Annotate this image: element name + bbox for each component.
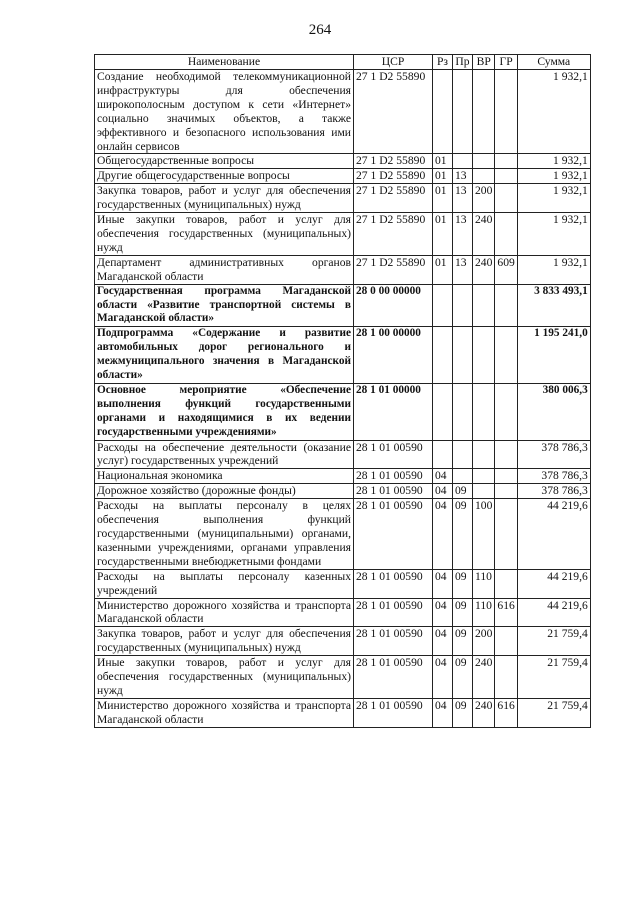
table-row bbox=[95, 656, 591, 699]
cell-csr: 28 1 01 00590 bbox=[354, 656, 433, 699]
cell-rz bbox=[433, 70, 453, 154]
cell-csr: 28 0 00 00000 bbox=[354, 284, 433, 327]
cell-vr bbox=[473, 154, 495, 169]
cell-csr: 28 1 01 00590 bbox=[354, 484, 433, 499]
cell-rz: 04 bbox=[433, 627, 453, 656]
cell-sum: 1 932,1 bbox=[517, 255, 590, 284]
cell-rz: 04 bbox=[433, 469, 453, 484]
cell-sum: 378 786,3 bbox=[517, 484, 590, 499]
cell-gr bbox=[495, 213, 517, 256]
cell-rz bbox=[433, 383, 453, 440]
cell-vr bbox=[473, 327, 495, 384]
col-header-pr: Пр bbox=[453, 55, 473, 70]
cell-pr: 09 bbox=[453, 598, 473, 627]
cell-rz bbox=[433, 440, 453, 469]
cell-csr: 28 1 01 00590 bbox=[354, 569, 433, 598]
cell-name: Другие общегосударственные вопросы bbox=[95, 169, 354, 184]
cell-vr bbox=[473, 440, 495, 469]
budget-table bbox=[94, 54, 591, 728]
table-row bbox=[95, 627, 591, 656]
cell-gr: 616 bbox=[495, 698, 517, 727]
cell-vr: 110 bbox=[473, 598, 495, 627]
table-row bbox=[95, 698, 591, 727]
cell-csr: 27 1 D2 55890 bbox=[354, 154, 433, 169]
table-row bbox=[95, 284, 591, 327]
cell-sum: 1 932,1 bbox=[517, 154, 590, 169]
cell-gr bbox=[495, 184, 517, 213]
cell-name: Расходы на выплаты персоналу в целях обеспечения выполнения функций государственными (муниципальными) органами, казенными учреждениями, органами управления государственными внебюджетными фондами bbox=[95, 499, 354, 570]
table-row bbox=[95, 327, 591, 384]
cell-rz: 04 bbox=[433, 698, 453, 727]
cell-name: Общегосударственные вопросы bbox=[95, 154, 354, 169]
cell-gr bbox=[495, 154, 517, 169]
cell-name: Министерство дорожного хозяйства и транспорта Магаданской области bbox=[95, 698, 354, 727]
cell-gr bbox=[495, 656, 517, 699]
cell-name: Расходы на выплаты персоналу казенных учреждений bbox=[95, 569, 354, 598]
cell-csr: 27 1 D2 55890 bbox=[354, 70, 433, 154]
cell-gr bbox=[495, 284, 517, 327]
cell-rz: 01 bbox=[433, 255, 453, 284]
cell-name: Дорожное хозяйство (дорожные фонды) bbox=[95, 484, 354, 499]
cell-sum: 1 932,1 bbox=[517, 70, 590, 154]
cell-pr: 09 bbox=[453, 499, 473, 570]
cell-pr bbox=[453, 284, 473, 327]
cell-pr bbox=[453, 154, 473, 169]
col-header-vr: ВР bbox=[473, 55, 495, 70]
col-header-sum: Сумма bbox=[517, 55, 590, 70]
table-row bbox=[95, 499, 591, 570]
cell-name: Государственная программа Магаданской области «Развитие транспортной системы в Магаданской области» bbox=[95, 284, 354, 327]
cell-vr: 100 bbox=[473, 499, 495, 570]
table-row bbox=[95, 440, 591, 469]
cell-vr bbox=[473, 469, 495, 484]
col-header-csr: ЦСР bbox=[354, 55, 433, 70]
cell-rz: 01 bbox=[433, 154, 453, 169]
cell-sum: 1 932,1 bbox=[517, 184, 590, 213]
table-row bbox=[95, 255, 591, 284]
cell-csr: 27 1 D2 55890 bbox=[354, 213, 433, 256]
cell-pr: 09 bbox=[453, 656, 473, 699]
cell-pr: 13 bbox=[453, 255, 473, 284]
cell-rz: 01 bbox=[433, 184, 453, 213]
cell-rz: 04 bbox=[433, 598, 453, 627]
table-row bbox=[95, 469, 591, 484]
cell-gr bbox=[495, 169, 517, 184]
cell-sum: 378 786,3 bbox=[517, 469, 590, 484]
cell-gr: 616 bbox=[495, 598, 517, 627]
cell-pr bbox=[453, 383, 473, 440]
cell-sum: 44 219,6 bbox=[517, 569, 590, 598]
cell-gr bbox=[495, 440, 517, 469]
cell-pr: 09 bbox=[453, 627, 473, 656]
cell-vr: 240 bbox=[473, 698, 495, 727]
header-row bbox=[95, 55, 591, 70]
cell-name: Закупка товаров, работ и услуг для обеспечения государственных (муниципальных) нужд bbox=[95, 627, 354, 656]
cell-gr bbox=[495, 484, 517, 499]
cell-pr: 13 bbox=[453, 184, 473, 213]
cell-vr: 240 bbox=[473, 213, 495, 256]
cell-name: Создание необходимой телекоммуникационной инфраструктуры для обеспечения широкополосным доступом к сети «Интернет» социально значимых объектов, а также эффективного и безопасного использования ими онлайн сервисов bbox=[95, 70, 354, 154]
table-row bbox=[95, 383, 591, 440]
cell-csr: 27 1 D2 55890 bbox=[354, 169, 433, 184]
cell-gr bbox=[495, 383, 517, 440]
cell-name: Министерство дорожного хозяйства и транспорта Магаданской области bbox=[95, 598, 354, 627]
page-number: 264 bbox=[308, 22, 332, 38]
cell-name: Закупка товаров, работ и услуг для обеспечения государственных (муниципальных) нужд bbox=[95, 184, 354, 213]
cell-gr: 609 bbox=[495, 255, 517, 284]
cell-pr bbox=[453, 327, 473, 384]
cell-vr: 110 bbox=[473, 569, 495, 598]
cell-pr: 09 bbox=[453, 569, 473, 598]
cell-sum: 1 932,1 bbox=[517, 169, 590, 184]
cell-gr bbox=[495, 469, 517, 484]
cell-pr bbox=[453, 469, 473, 484]
cell-sum: 378 786,3 bbox=[517, 440, 590, 469]
col-header-rz: Рз bbox=[433, 55, 453, 70]
cell-pr bbox=[453, 70, 473, 154]
cell-rz: 01 bbox=[433, 213, 453, 256]
cell-pr: 13 bbox=[453, 169, 473, 184]
cell-pr: 13 bbox=[453, 213, 473, 256]
cell-sum: 44 219,6 bbox=[517, 598, 590, 627]
cell-sum: 21 759,4 bbox=[517, 627, 590, 656]
table-row bbox=[95, 154, 591, 169]
cell-gr bbox=[495, 70, 517, 154]
cell-pr: 09 bbox=[453, 484, 473, 499]
cell-vr bbox=[473, 484, 495, 499]
table-row bbox=[95, 70, 591, 154]
cell-vr bbox=[473, 383, 495, 440]
cell-rz bbox=[433, 327, 453, 384]
cell-sum: 1 932,1 bbox=[517, 213, 590, 256]
cell-vr bbox=[473, 284, 495, 327]
cell-csr: 28 1 01 00590 bbox=[354, 627, 433, 656]
cell-csr: 27 1 D2 55890 bbox=[354, 255, 433, 284]
cell-sum: 3 833 493,1 bbox=[517, 284, 590, 327]
cell-vr: 200 bbox=[473, 627, 495, 656]
cell-gr bbox=[495, 569, 517, 598]
cell-csr: 27 1 D2 55890 bbox=[354, 184, 433, 213]
cell-name: Иные закупки товаров, работ и услуг для обеспечения государственных (муниципальных) нужд bbox=[95, 656, 354, 699]
cell-csr: 28 1 01 00590 bbox=[354, 499, 433, 570]
cell-name: Подпрограмма «Содержание и развитие автомобильных дорог регионального и межмуниципального значения в Магаданской области» bbox=[95, 327, 354, 384]
cell-name: Национальная экономика bbox=[95, 469, 354, 484]
cell-name: Иные закупки товаров, работ и услуг для обеспечения государственных (муниципальных) нужд bbox=[95, 213, 354, 256]
cell-sum: 380 006,3 bbox=[517, 383, 590, 440]
cell-csr: 28 1 01 00590 bbox=[354, 598, 433, 627]
cell-gr bbox=[495, 499, 517, 570]
cell-name: Основное мероприятие «Обеспечение выполнения функций государственными органами и находящимися в их ведении государственными учреждениями» bbox=[95, 383, 354, 440]
table-row bbox=[95, 484, 591, 499]
cell-rz: 04 bbox=[433, 484, 453, 499]
cell-vr: 240 bbox=[473, 656, 495, 699]
table-row bbox=[95, 184, 591, 213]
cell-sum: 21 759,4 bbox=[517, 698, 590, 727]
cell-name: Департамент административных органов Магаданской области bbox=[95, 255, 354, 284]
cell-vr: 200 bbox=[473, 184, 495, 213]
table-row bbox=[95, 569, 591, 598]
cell-rz bbox=[433, 284, 453, 327]
cell-csr: 28 1 01 00590 bbox=[354, 698, 433, 727]
cell-rz: 04 bbox=[433, 656, 453, 699]
cell-pr bbox=[453, 440, 473, 469]
table-row bbox=[95, 213, 591, 256]
cell-gr bbox=[495, 627, 517, 656]
cell-vr bbox=[473, 70, 495, 154]
cell-sum: 44 219,6 bbox=[517, 499, 590, 570]
cell-gr bbox=[495, 327, 517, 384]
cell-vr: 240 bbox=[473, 255, 495, 284]
cell-rz: 01 bbox=[433, 169, 453, 184]
col-header-name: Наименование bbox=[95, 55, 354, 70]
cell-csr: 28 1 01 00590 bbox=[354, 469, 433, 484]
cell-rz: 04 bbox=[433, 569, 453, 598]
cell-pr: 09 bbox=[453, 698, 473, 727]
cell-sum: 1 195 241,0 bbox=[517, 327, 590, 384]
cell-csr: 28 1 01 00000 bbox=[354, 383, 433, 440]
cell-csr: 28 1 00 00000 bbox=[354, 327, 433, 384]
cell-vr bbox=[473, 169, 495, 184]
table-row bbox=[95, 169, 591, 184]
col-header-gr: ГР bbox=[495, 55, 517, 70]
cell-sum: 21 759,4 bbox=[517, 656, 590, 699]
cell-csr: 28 1 01 00590 bbox=[354, 440, 433, 469]
table-row bbox=[95, 598, 591, 627]
cell-rz: 04 bbox=[433, 499, 453, 570]
cell-name: Расходы на обеспечение деятельности (оказание услуг) государственных учреждений bbox=[95, 440, 354, 469]
